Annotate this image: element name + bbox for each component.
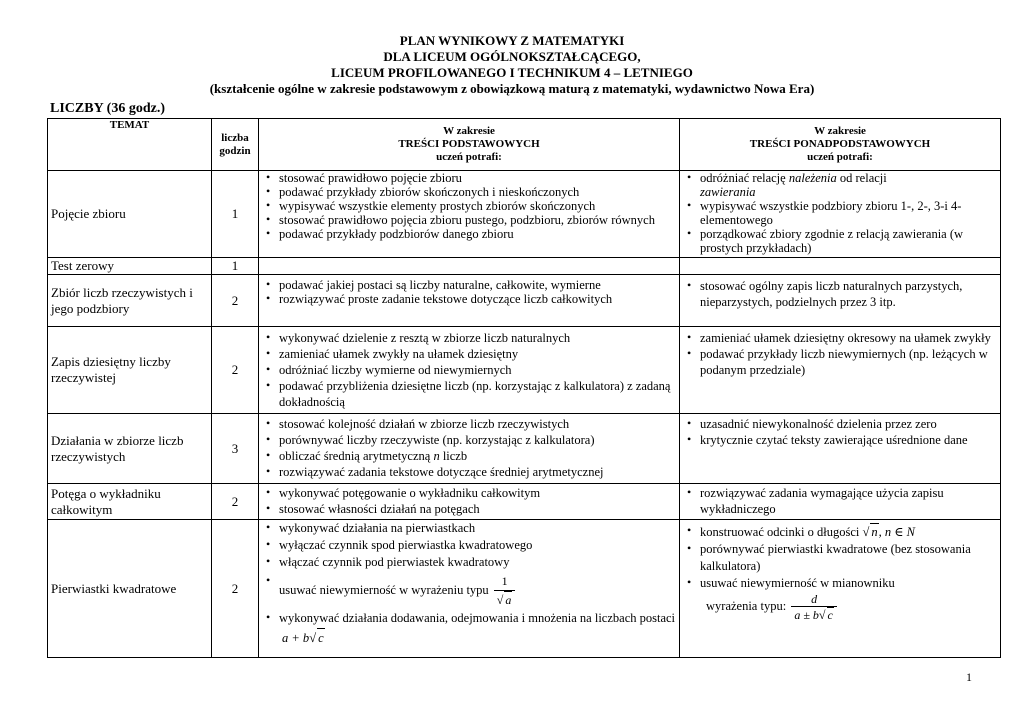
- header-line-3: LICEUM PROFILOWANEGO I TECHNIKUM 4 – LETNIEGO: [331, 65, 693, 80]
- header-line-4: (kształcenie ogólne w zakresie podstawowym z obowiązkową maturą z matematyki, wydawnictwo Nowa Era): [209, 81, 815, 96]
- list-item: • wykonywać dzielenie z resztą w zbiorze liczb naturalnych: [279, 330, 676, 346]
- table-row: [48, 171, 1001, 258]
- list-item: • odróżniać liczby wymierne od niewymiernych: [279, 362, 676, 378]
- list-item: • stosować własności działań na potęgach: [279, 501, 676, 517]
- row-basic-skills: [259, 171, 680, 258]
- row-extended-skills: [680, 484, 1001, 520]
- list-item: • podawać jakiej postaci są liczby naturalne, całkowite, wymierne: [279, 278, 676, 292]
- list-item: • usuwać niewymierność w wyrażeniu typu $\frac{1}{√ a}$: [279, 573, 676, 609]
- list-item: • stosować ogólny zapis liczb naturalnych parzystych, nieparzystych, podzielnych przez 3 itp.: [700, 278, 997, 310]
- row-basic-skills: [259, 414, 680, 484]
- row-topic: Pierwiastki kwadratowe: [48, 520, 212, 658]
- table-row: [48, 258, 1001, 275]
- list-item: • podawać przybliżenia dziesiętne liczb (np. korzystając z kalkulatora) z zadaną dokładnością: [279, 378, 676, 410]
- list-item: • stosować kolejność działań w zbiorze liczb rzeczywistych: [279, 416, 676, 432]
- list-item: • wykonywać działania dodawania, odejmowania i mnożenia na liczbach postaci a + b√ c: [279, 609, 676, 648]
- list-item: • wykonywać działania na pierwiastkach: [279, 520, 676, 537]
- page-number: 1: [966, 670, 972, 684]
- row-extended-skills: [680, 275, 1001, 327]
- fraction-one-over-sqrt-a: $\frac{1}{√ a}$: [494, 573, 516, 609]
- row-extended-skills: [680, 327, 1001, 414]
- list-item: • konstruować odcinki o długości √ n, n ∈ N: [700, 523, 997, 541]
- expression-line: wyrażenia typu: $\frac{d}{a \pm b√ c}$: [683, 592, 997, 622]
- row-basic-skills: [259, 258, 680, 275]
- column-header-extended: W zakresie TREŚCI PONADPODSTAWOWYCH uczeń potrafi:: [680, 119, 1001, 171]
- row-topic: Działania w zbiorze liczb rzeczywistych: [48, 414, 212, 484]
- row-extended-skills: [680, 258, 1001, 275]
- row-hours: 3: [212, 414, 259, 484]
- list-item: • usuwać niewymierność w mianowniku: [700, 575, 997, 592]
- row-extended-skills: [680, 171, 1001, 258]
- list-item: • wyłączać czynnik spod pierwiastka kwadratowego: [279, 537, 676, 554]
- list-item: • uzasadnić niewykonalność dzielenia przez zero: [700, 416, 997, 432]
- list-item: • zamieniać ułamek dziesiętny okresowy na ułamek zwykły: [700, 330, 997, 346]
- row-basic-skills: [259, 484, 680, 520]
- row-hours: 2: [212, 327, 259, 414]
- list-item: • rozwiązywać proste zadanie tekstowe dotyczące liczb całkowitych: [279, 292, 676, 306]
- list-item: • porządkować zbiory zgodnie z relacją zawierania (w prostych przykładach): [700, 227, 997, 255]
- document-header: [0, 33, 1024, 97]
- section-title: LICZBY (36 godz.): [50, 101, 165, 116]
- list-item: • porównywać pierwiastki kwadratowe (bez stosowania kalkulatora): [700, 541, 997, 575]
- list-item: • wypisywać wszystkie elementy prostych zbiorów skończonych: [279, 199, 676, 213]
- row-hours: 1: [212, 258, 259, 275]
- column-header-hours: liczba godzin: [212, 119, 259, 171]
- list-item: • podawać przykłady podzbiorów danego zbioru: [279, 227, 676, 241]
- list-item: • porównywać liczby rzeczywiste (np. korzystając z kalkulatora): [279, 432, 676, 448]
- table-row: [48, 414, 1001, 484]
- list-item: • krytycznie czytać teksty zawierające uśrednione dane: [700, 432, 997, 448]
- list-item: • stosować prawidłowo pojęcia zbioru pustego, podzbioru, zbiorów równych: [279, 213, 676, 227]
- row-hours: 1: [212, 171, 259, 258]
- fraction-d-over-a-pm-b-sqrt-c: $\frac{d}{a \pm b√ c}$: [791, 592, 837, 622]
- row-extended-skills: [680, 520, 1001, 658]
- row-topic: Pojęcie zbioru: [48, 171, 212, 258]
- row-hours: 2: [212, 275, 259, 327]
- list-item: • podawać przykłady zbiorów skończonych i nieskończonych: [279, 185, 676, 199]
- list-item: • rozwiązywać zadania tekstowe dotyczące średniej arytmetycznej: [279, 464, 676, 480]
- row-basic-skills: [259, 520, 680, 658]
- table-row: [48, 327, 1001, 414]
- header-line-1: PLAN WYNIKOWY Z MATEMATYKI: [399, 33, 625, 48]
- list-item: • podawać przykłady liczb niewymiernych (np. leżących w podanym przedziale): [700, 346, 997, 378]
- list-item: • zamieniać ułamek zwykły na ułamek dziesiętny: [279, 346, 676, 362]
- list-item: • wykonywać potęgowanie o wykładniku całkowitym: [279, 485, 676, 501]
- row-topic: Test zerowy: [48, 258, 212, 275]
- column-header-basic: W zakresie TREŚCI PODSTAWOWYCH uczeń potrafi:: [259, 119, 680, 171]
- row-basic-skills: [259, 275, 680, 327]
- row-hours: 2: [212, 520, 259, 658]
- table-row: [48, 275, 1001, 327]
- row-hours: 2: [212, 484, 259, 520]
- column-header-topic: TEMAT: [48, 119, 212, 171]
- row-extended-skills: [680, 414, 1001, 484]
- row-topic: Zapis dziesiętny liczby rzeczywistej: [48, 327, 212, 414]
- list-item: • włączać czynnik pod pierwiastek kwadratowy: [279, 554, 676, 571]
- table-row: [48, 520, 1001, 658]
- row-topic: Zbiór liczb rzeczywistych i jego podzbiory: [48, 275, 212, 327]
- row-topic: Potęga o wykładniku całkowitym: [48, 484, 212, 520]
- row-basic-skills: [259, 327, 680, 414]
- list-item: • rozwiązywać zadania wymagające użycia zapisu wykładniczego: [700, 485, 997, 517]
- list-item: • obliczać średnią arytmetyczną n liczb: [279, 448, 676, 464]
- list-item: • odróżniać relację należenia od relacji zawierania: [700, 171, 997, 199]
- plan-table: [47, 118, 1001, 658]
- list-item: • wypisywać wszystkie podzbiory zbioru 1-, 2-, 3-i 4-elementowego: [700, 199, 997, 227]
- header-line-2: DLA LICEUM OGÓLNOKSZTAŁCĄCEGO,: [383, 49, 641, 64]
- list-item: • stosować prawidłowo pojęcie zbioru: [279, 171, 676, 185]
- table-row: [48, 484, 1001, 520]
- table-header-row: [48, 119, 1001, 171]
